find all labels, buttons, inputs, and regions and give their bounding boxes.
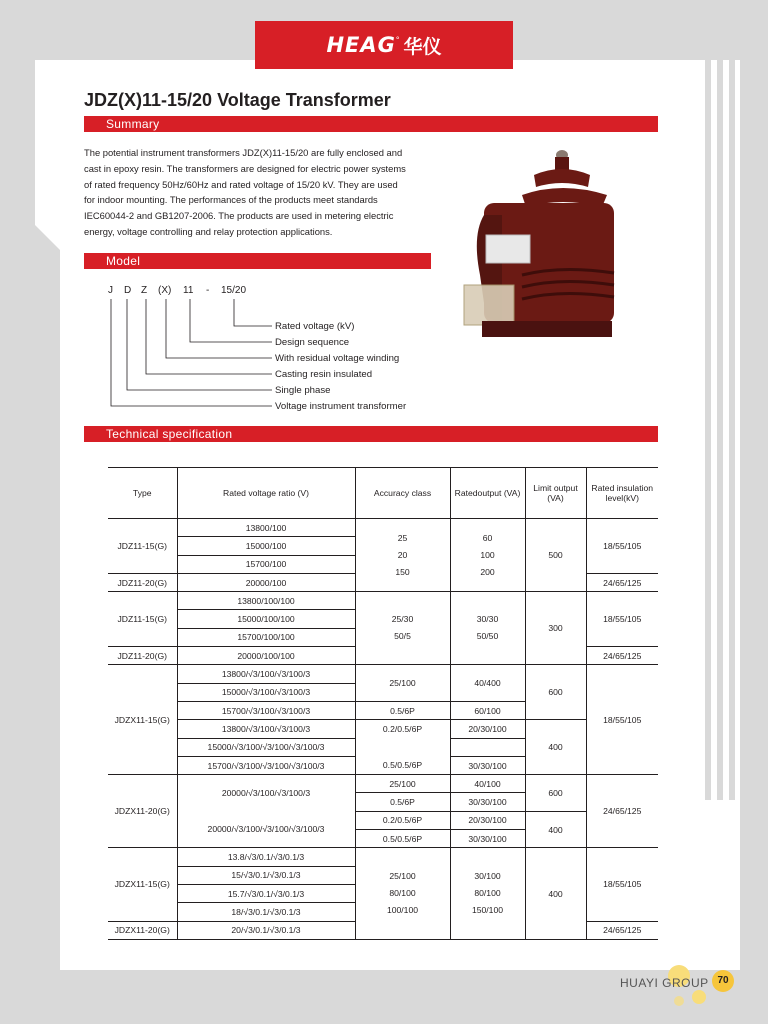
accuracy-cell: 0.5/0.5/6P: [355, 830, 450, 848]
model-code-voltage: 15/20: [221, 285, 247, 296]
summary-line: of rated frequency 50Hz/60Hz and rated voltage of 15/20 kV. They are used: [84, 178, 398, 190]
rated-output-cell: 30/100 80/100 150/100: [450, 848, 525, 939]
brand-chinese: 华仪: [403, 35, 442, 58]
insulation-cell: 24/65/125: [586, 921, 658, 939]
summary-line: The potential instrument transformers JDZ(X)11-15/20 are fully enclosed and: [84, 147, 403, 158]
ratio-cell: 15000/√3/100/√3/100/√3/100/3: [177, 738, 355, 756]
ratio-cell: 20/√3/0.1/√3/0.1/3: [177, 921, 355, 939]
ratio-cell: 15700/√3/100/√3/100/√3/100/3: [177, 756, 355, 774]
section-bar-spec: Technical specification: [84, 426, 658, 442]
type-cell: JDZ11-15(G): [117, 540, 167, 551]
ratio-cell: 13800/√3/100/√3/100/3: [177, 720, 355, 738]
model-legend-item: Single phase: [275, 385, 331, 396]
ratio-cell: 15.7/√3/0.1/√3/0.1/3: [177, 884, 355, 902]
ratio-cell: 20000/√3/100/√3/100/√3/100/3: [177, 811, 355, 848]
type-cell: JDZX11-20(G): [108, 775, 177, 848]
ratio-cell: 18/√3/0.1/√3/0.1/3: [177, 903, 355, 921]
brand-logo: HEAG ° 华仪: [255, 21, 513, 69]
ratio-cell: 20000/√3/100/√3/100/3: [177, 775, 355, 812]
brand-name: HEAG: [326, 33, 396, 57]
page-title: JDZ(X)11-15/20 Voltage Transformer: [84, 90, 391, 110]
accuracy-cell: 25/30 50/5: [355, 592, 450, 665]
limit-output-cell: 500: [525, 519, 586, 592]
model-code-x: (X): [158, 285, 172, 296]
rated-output-cell: 20/30/100: [450, 720, 525, 738]
ratio-cell: 13800/100/100: [177, 592, 355, 610]
ratio-cell: 13.8/√3/0.1/√3/0.1/3: [177, 848, 355, 866]
limit-output-cell: 600: [525, 775, 586, 812]
ratio-cell: 15000/100/100: [177, 610, 355, 628]
summary-line: energy, voltage controlling and relay protection applications.: [84, 225, 333, 237]
limit-output-cell: 600: [525, 665, 586, 720]
type-cell: JDZX11-15(G): [114, 879, 170, 890]
limit-output-cell: 400: [525, 720, 586, 775]
accuracy-cell: 0.2/0.5/6P: [355, 811, 450, 829]
model-code-z: Z: [141, 285, 148, 296]
spec-table: [108, 467, 658, 940]
rated-output-cell: 40/100: [450, 775, 525, 793]
model-legend-item: With residual voltage winding: [275, 353, 400, 364]
rated-output-cell: 40/400: [450, 665, 525, 702]
insulation-cell: 18/55/105: [586, 848, 658, 921]
type-cell: JDZX11-15(G): [108, 665, 177, 775]
ratio-cell: 15/√3/0.1/√3/0.1/3: [177, 866, 355, 884]
rated-output-cell: 30/30/100: [450, 793, 525, 811]
ratio-cell: 13800/√3/100/√3/100/3: [177, 665, 355, 683]
summary-line: cast in epoxy resin. The transformers are designed for electric power systems: [84, 162, 406, 174]
model-legend-item: Casting resin insulated: [275, 369, 373, 380]
limit-output-cell: 400: [525, 848, 586, 939]
model-legend-item: Voltage instrument transformer: [275, 401, 407, 412]
model-legend-item: Rated voltage (kV): [275, 321, 355, 332]
model-code-d: D: [124, 285, 132, 296]
section-bar-model: Model: [84, 253, 431, 269]
ratio-cell: 20000/100/100: [177, 647, 355, 665]
rated-output-cell: 60/100: [450, 701, 525, 719]
insulation-cell: 24/65/125: [586, 775, 658, 848]
model-code-11: 11: [183, 285, 194, 296]
section-bar-summary: Summary: [84, 116, 658, 132]
insulation-cell: 18/55/105: [586, 592, 658, 647]
limit-output-cell: 400: [525, 811, 586, 848]
summary-line: for indoor mounting. The performances of the products meet standards: [84, 194, 378, 206]
accuracy-cell: 25/100: [355, 665, 450, 702]
header-accuracy: Accuracy class: [355, 468, 450, 519]
accuracy-cell: 0.5/6P: [355, 701, 450, 719]
ratio-cell: 15000/√3/100/√3/100/3: [177, 683, 355, 701]
header-insulation: Rated insulation level(kV): [586, 468, 658, 519]
rated-output-cell: 60 100 200: [450, 519, 525, 592]
type-cell: JDZX11-20(G): [108, 921, 177, 939]
insulation-cell: 24/65/125: [586, 647, 658, 665]
ratio-cell: 15700/100: [177, 555, 355, 573]
rated-output-cell: 30/30/100: [450, 830, 525, 848]
insulation-cell: 24/65/125: [586, 573, 658, 591]
accuracy-cell: 25/100: [355, 775, 450, 793]
accuracy-cell: 25 20 150: [355, 519, 450, 592]
rated-output-cell: 30/30/100: [450, 756, 525, 774]
header-rated-voltage: Rated voltage ratio (V): [177, 468, 355, 519]
ratio-cell: 15700/√3/100/√3/100/3: [177, 701, 355, 719]
model-code-j: J: [108, 285, 113, 296]
type-cell: JDZ11-20(G): [108, 647, 177, 665]
accuracy-cell: 0.5/6P: [355, 793, 450, 811]
header-rated-output: Ratedoutput (VA): [450, 468, 525, 519]
ratio-cell: 15700/100/100: [177, 628, 355, 646]
rated-output-cell: 30/30 50/50: [450, 592, 525, 665]
accuracy-cell: 0.2/0.5/6P: [355, 720, 450, 738]
type-cell: JDZ11-20(G): [108, 573, 177, 591]
ratio-cell: 13800/100: [177, 519, 355, 537]
model-code-dash: -: [206, 285, 210, 296]
ratio-cell: 15000/100: [177, 537, 355, 555]
decor-dot: [692, 990, 706, 1004]
limit-output-cell: 300: [525, 592, 586, 665]
header-type: Type: [108, 468, 177, 519]
summary-line: IEC60044-2 and GB1207-2006. The products are used in metering electric: [84, 210, 394, 222]
insulation-cell: 18/55/105: [586, 665, 658, 775]
decor-dot: [674, 996, 684, 1006]
model-legend-item: Design sequence: [275, 337, 350, 348]
type-cell: JDZ11-15(G): [117, 614, 167, 625]
footer-company: HUAYI GROUP: [620, 976, 709, 990]
insulation-cell: 18/55/105: [586, 519, 658, 574]
accuracy-cell: 25/100 80/100 100/100: [355, 848, 450, 939]
header-limit-output: Limit output (VA): [525, 468, 586, 519]
page-number: 70: [712, 970, 734, 992]
accuracy-cell: 0.5/0.5/6P: [355, 756, 450, 774]
rated-output-cell: 20/30/100: [450, 811, 525, 829]
ratio-cell: 20000/100: [177, 573, 355, 591]
